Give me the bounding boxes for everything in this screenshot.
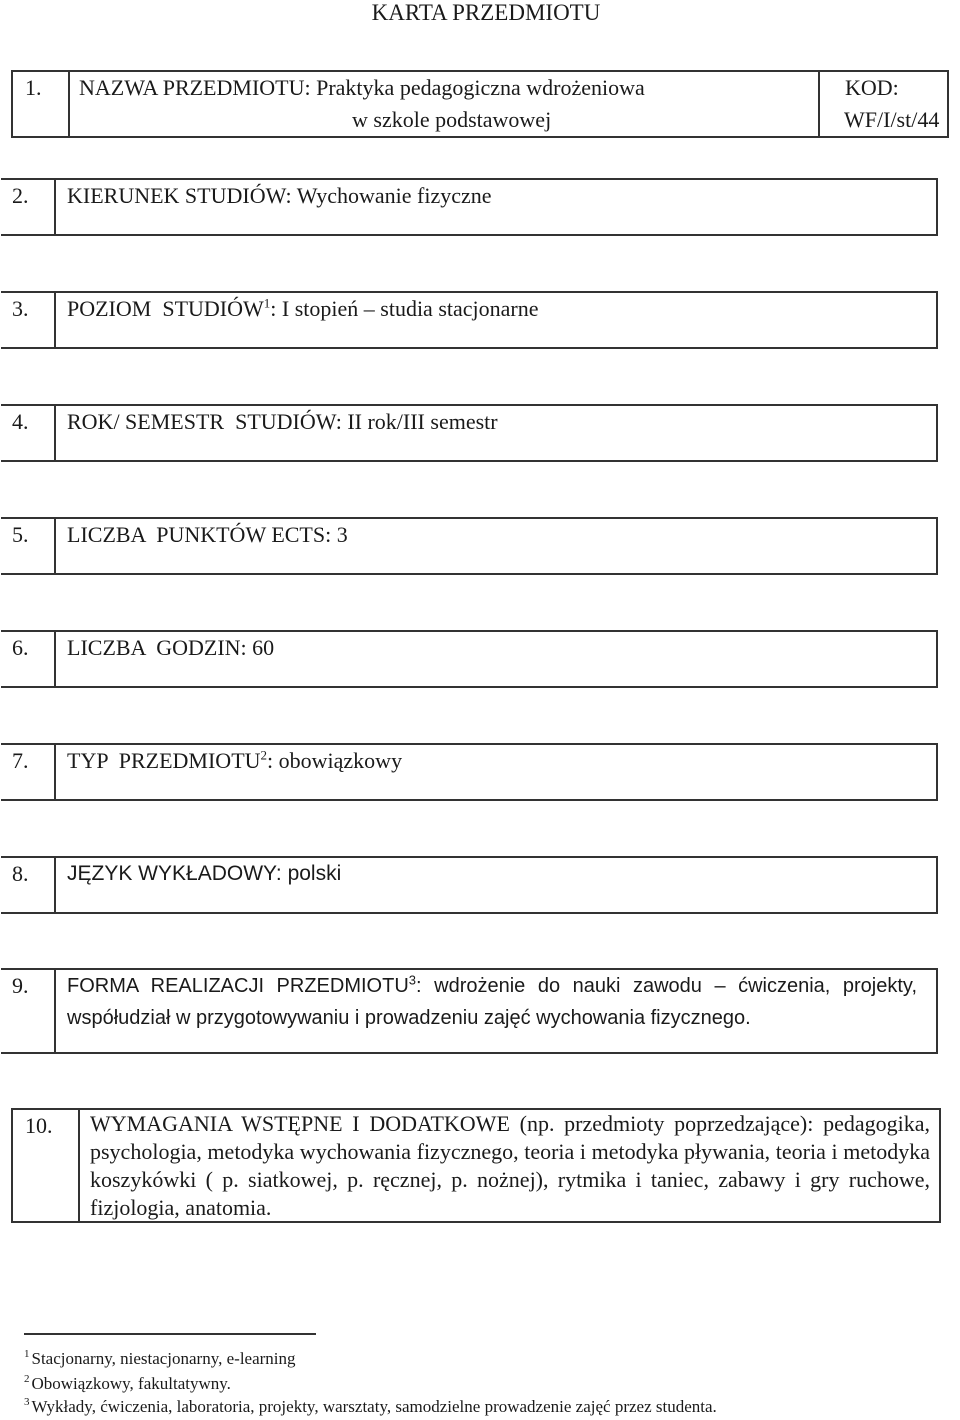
- footnote-text: Stacjonarny, niestacjonarny, e-learning: [31, 1349, 296, 1368]
- section-value: 3: [336, 522, 348, 547]
- section-label-suffix: :: [416, 975, 422, 997]
- section-number: 6.: [12, 635, 29, 660]
- subject-name-text: [79, 72, 819, 136]
- section-label-suffix: :: [270, 296, 277, 321]
- section-value: II rok/III semestr: [347, 409, 498, 434]
- section-number: 9.: [12, 973, 29, 998]
- section-hours: [1, 630, 938, 688]
- footnote-text: Wykłady, ćwiczenia, laboratoria, projekty, warsztaty, samodzielne prowadzenie zajęć przez studenta.: [31, 1397, 717, 1416]
- section-study-level: [1, 291, 938, 349]
- section-label: LICZBA GODZIN:: [67, 635, 247, 660]
- section-number: 2.: [12, 183, 29, 208]
- code-label: KOD:: [845, 75, 899, 100]
- section-label: ROK/ SEMESTR STUDIÓW:: [67, 409, 342, 434]
- footnote-1: [24, 1349, 296, 1369]
- section-number: 3.: [12, 296, 29, 321]
- section-label: TYP PRZEDMIOTU: [67, 748, 261, 773]
- section-value: I stopień – studia stacjonarne: [281, 296, 539, 321]
- subject-name-value-line2: w szkole podstawowej: [352, 107, 552, 132]
- footnote-mark: 1: [24, 1348, 30, 1361]
- footnote-ref: 1: [263, 295, 271, 311]
- footnote-separator: [24, 1333, 316, 1335]
- section-ects-points: [1, 517, 938, 575]
- section-value: pedagogika, psychologia, metodyka wychowania fizycznego, teoria i metodyka pływania, teoria i metodyka koszykówki ( p. siatkowej, p. ręcznej, p. nożnej), rytmika i taniec, zabawy i gry ruchowe, fizjologia, anatomia.: [90, 1111, 930, 1220]
- section-label: JĘZYK WYKŁADOWY:: [67, 862, 282, 885]
- section-number: 1.: [25, 75, 42, 100]
- section-number: 4.: [12, 409, 29, 434]
- section-label: LICZBA PUNKTÓW ECTS:: [67, 522, 332, 547]
- footnote-2: [24, 1374, 231, 1394]
- section-subject-name: [11, 70, 949, 138]
- section-field-of-study: [1, 178, 938, 236]
- section-label: WYMAGANIA WSTĘPNE I DODATKOWE (np. przedmioty poprzedzające):: [90, 1111, 814, 1136]
- footnote-mark: 3: [24, 1396, 30, 1409]
- section-year-semester: [1, 404, 938, 462]
- section-value: Wychowanie fizyczne: [296, 183, 492, 208]
- section-number: 10.: [25, 1113, 53, 1138]
- section-value: polski: [287, 862, 342, 885]
- subject-name-value-line1: Praktyka pedagogiczna wdrożeniowa: [316, 75, 645, 100]
- footnote-mark: 2: [24, 1373, 30, 1386]
- section-language: [1, 856, 938, 914]
- code-value: WF/I/st/44: [844, 107, 940, 132]
- section-value: 60: [252, 635, 275, 660]
- footnote-text: Obowiązkowy, fakultatywny.: [31, 1374, 231, 1393]
- section-value: wdrożenie do nauki zawodu – ćwiczenia, projekty, współudział w przygotowywaniu i prowadzeniu zajęć wychowania fizycznego.: [67, 975, 917, 1029]
- section-label-suffix: :: [267, 748, 274, 773]
- section-subject-type: [1, 743, 938, 801]
- section-label: POZIOM STUDIÓW: [67, 296, 264, 321]
- section-label: FORMA REALIZACJI PRZEDMIOTU: [67, 975, 409, 997]
- footnote-ref: 3: [408, 972, 417, 988]
- section-number: 7.: [12, 748, 29, 773]
- section-label: NAZWA PRZEDMIOTU:: [79, 75, 311, 100]
- section-number: 8.: [12, 861, 29, 886]
- section-prerequisites: [11, 1108, 941, 1223]
- footnote-3: [24, 1397, 717, 1417]
- footnote-ref: 2: [260, 747, 268, 763]
- document-title: KARTA PRZEDMIOTU: [371, 0, 601, 25]
- section-delivery-form: [1, 968, 938, 1054]
- section-value: obowiązkowy: [278, 748, 403, 773]
- section-label: KIERUNEK STUDIÓW:: [67, 183, 292, 208]
- section-number: 5.: [12, 522, 29, 547]
